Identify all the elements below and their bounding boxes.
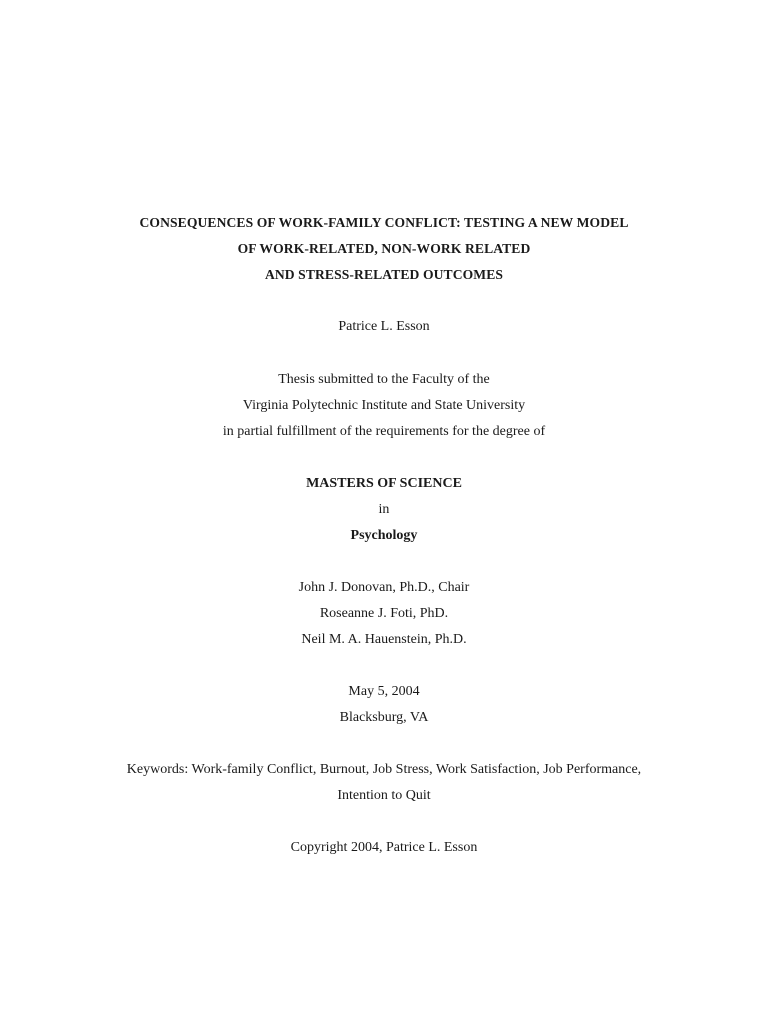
committee-member-chair: John J. Donovan, Ph.D., Chair bbox=[298, 580, 470, 595]
thesis-title-line-3: AND STRESS-RELATED OUTCOMES bbox=[264, 267, 504, 282]
committee-member-3: Neil M. A. Hauenstein, Ph.D. bbox=[301, 632, 467, 647]
submission-location: Blacksburg, VA bbox=[339, 710, 429, 725]
submission-date: May 5, 2004 bbox=[348, 684, 420, 699]
degree-field: Psychology bbox=[350, 528, 418, 543]
keywords-line-1: Keywords: Work-family Conflict, Burnout, Job Stress, Work Satisfaction, Job Performance, bbox=[126, 762, 642, 777]
submission-line-3: in partial fulfillment of the requirements for the degree of bbox=[222, 424, 546, 439]
copyright-notice: Copyright 2004, Patrice L. Esson bbox=[290, 840, 478, 855]
author-name: Patrice L. Esson bbox=[338, 319, 430, 334]
committee-member-2: Roseanne J. Foti, PhD. bbox=[319, 606, 449, 621]
thesis-title-line-2: OF WORK-RELATED, NON-WORK RELATED bbox=[237, 241, 531, 256]
thesis-title-line-1: CONSEQUENCES OF WORK-FAMILY CONFLICT: TESTING A NEW MODEL bbox=[139, 215, 629, 230]
submission-line-2: Virginia Polytechnic Institute and State University bbox=[242, 398, 526, 413]
keywords-line-2: Intention to Quit bbox=[337, 788, 431, 803]
degree-connector: in bbox=[378, 502, 390, 517]
degree-name: MASTERS OF SCIENCE bbox=[306, 476, 462, 491]
submission-line-1: Thesis submitted to the Faculty of the bbox=[278, 372, 490, 387]
